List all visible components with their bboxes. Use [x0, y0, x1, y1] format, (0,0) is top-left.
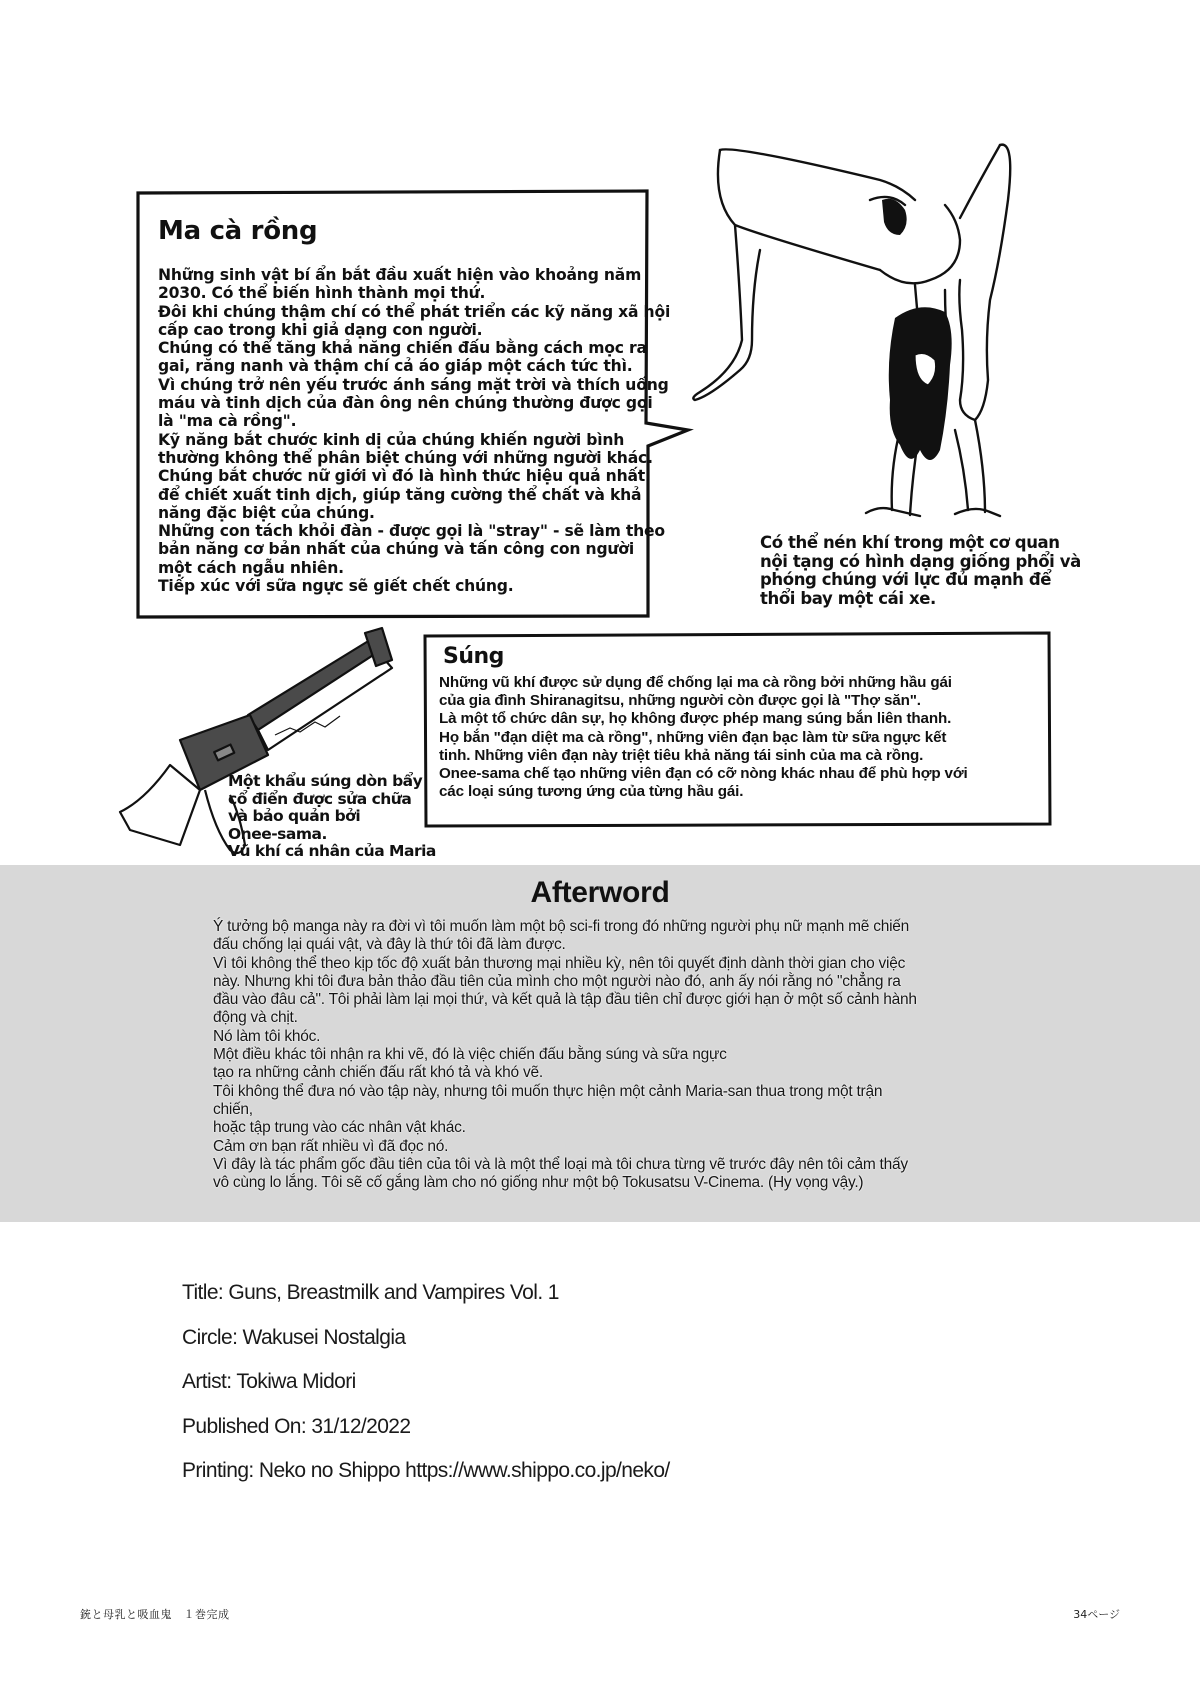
afterword-line: Vì tôi không thể theo kịp tốc độ xuất bản thương mại nhiều kỳ, nên tôi quyết định dành thời gian cho việc: [213, 954, 906, 972]
vampire-line: gai, răng nanh và thậm chí cả áo giáp một cách tức thì.: [158, 357, 633, 376]
vampire-line: 2030. Có thể biến hình thành mọi thứ.: [158, 284, 486, 303]
afterword-line: Tôi không thể đưa nó vào tập này, nhưng tôi muốn thực hiện một cảnh Maria-san thua trong một trận: [213, 1082, 883, 1100]
gun-box-title: Súng: [443, 644, 504, 669]
vampire-line: một cách ngẫu nhiên.: [158, 558, 344, 577]
afterword-line: đấu chống lại quái vật, và đây là thứ tôi đã làm được.: [213, 936, 566, 954]
caption-line: Một khẩu súng dòn bẩy: [228, 772, 423, 790]
afterword-line: đầu vào đâu cả". Tôi phải làm lại mọi thứ, và kết quả là tập đầu tiên chỉ được giới hạn ở một số cảnh hành: [213, 991, 917, 1009]
afterword-body: [213, 918, 1073, 1192]
creature-hair: [889, 307, 952, 460]
creature-caption: [760, 534, 1080, 608]
caption-line: Vũ khí cá nhân của Maria: [228, 842, 436, 861]
gun-line: các loại súng tương ứng của từng hầu gái.: [439, 783, 744, 801]
vampire-line: là "ma cà rồng".: [158, 412, 297, 431]
gun-line: Là một tổ chức dân sự, họ không được phép mang súng bắn liên thanh.: [439, 710, 952, 728]
afterword-line: này. Nhưng khi tôi đưa bản thảo đầu tiên của mình cho một người nào đó, anh ấy nói rằng nó "chẳng ra: [213, 972, 901, 990]
gun-line: Onee-sama chế tạo những viên đạn có cỡ nòng khác nhau để phù hợp với: [439, 765, 968, 783]
gun-caption: [228, 772, 436, 861]
caption-line: Có thể nén khí trong một cơ quan: [760, 533, 1060, 552]
colophon-printing: Printing: Neko no Shippo https://www.shippo.co.jp/neko/: [182, 1459, 670, 1483]
vampire-line: Vì chúng trở nên yếu trước ánh sáng mặt trời và thích uống: [158, 375, 669, 394]
footer-series-label: 銃と母乳と吸血鬼 １巻完成: [80, 1608, 230, 1621]
vampire-line: bản năng cơ bản nhất của chúng và tấn công con người: [158, 540, 634, 559]
vampire-line: Những con tách khỏi đàn - được gọi là "stray" - sẽ làm theo: [158, 522, 665, 541]
afterword-line: tạo ra những cảnh chiến đấu rất khó tả và khó vẽ.: [213, 1064, 543, 1082]
afterword-line: Một điều khác tôi nhận ra khi vẽ, đó là việc chiến đấu bằng súng và sữa ngực: [213, 1046, 727, 1064]
vampire-line: cấp cao trong khi giả dạng con người.: [158, 320, 483, 339]
caption-line: cổ điển được sửa chữa: [228, 789, 412, 808]
caption-line: phóng chúng với lực đủ mạnh để: [760, 570, 1052, 590]
afterword-line: vô cùng lo lắng. Tôi sẽ cố gắng làm cho nó giống như một bộ Tokusatsu V-Cinema. (Hy vọng vậy.): [213, 1174, 864, 1192]
vampire-line: Chúng bắt chước nữ giới vì đó là hình thức hiệu quả nhất: [158, 467, 646, 486]
caption-line: thổi bay một cái xe.: [760, 588, 936, 608]
vampire-line: Kỹ năng bắt chước kinh dị của chúng khiến người bình: [158, 430, 625, 449]
caption-line: Onee-sama.: [228, 824, 327, 843]
colophon-circle: Circle: Wakusei Nostalgia: [182, 1325, 406, 1349]
vampire-line: Chúng có thể tăng khả năng chiến đấu bằng cách mọc ra: [158, 339, 647, 358]
gun-box-body: [439, 674, 1049, 801]
colophon-title: Title: Guns, Breastmilk and Vampires Vol. 1: [182, 1281, 559, 1304]
creature-illustration: [693, 145, 1010, 516]
gun-line: tinh. Những viên đạn này triệt tiêu khả năng tái sinh của ma cà rồng.: [439, 746, 924, 764]
afterword-line: chiến,: [213, 1100, 253, 1118]
page-number: 34ページ: [1073, 1608, 1120, 1621]
afterword-line: Ý tưởng bộ manga này ra đời vì tôi muốn làm một bộ sci-fi trong đó những người phụ nữ mạnh mẽ chiến: [213, 918, 910, 935]
colophon-published: Published On: 31/12/2022: [182, 1414, 411, 1438]
vampire-box-body: [158, 266, 671, 596]
colophon-artist: Artist: Tokiwa Midori: [182, 1370, 356, 1394]
vampire-line: năng đặc biệt của chúng.: [158, 503, 375, 522]
afterword-line: hoặc tập trung vào các nhân vật khác.: [213, 1119, 466, 1137]
vampire-line: Tiếp xúc với sữa ngực sẽ giết chết chúng.: [158, 577, 514, 596]
gun-line: của gia đình Shiranagitsu, những người còn được gọi là "Thợ săn".: [439, 692, 921, 710]
afterword-title: Afterword: [530, 876, 670, 909]
caption-line: và bảo quản bởi: [228, 807, 361, 826]
afterword-line: Cảm ơn bạn rất nhiều vì đã đọc nó.: [213, 1137, 449, 1155]
vampire-line: để chiết xuất tinh dịch, giúp tăng cường thể chất và khả: [158, 485, 642, 504]
caption-line: nội tạng có hình dạng giống phổi và: [760, 551, 1081, 571]
gun-line: Những vũ khí được sử dụng để chống lại ma cà rồng bởi những hầu gái: [439, 674, 952, 691]
gun-line: Họ bắn "đạn diệt ma cà rồng", những viên đạn bạc làm từ sữa ngực kết: [439, 728, 947, 746]
colophon: [182, 1271, 670, 1494]
vampire-line: Những sinh vật bí ẩn bắt đầu xuất hiện vào khoảng năm: [158, 266, 642, 284]
afterword-line: động và chịt.: [213, 1009, 298, 1027]
vampire-line: Đôi khi chúng thậm chí có thể phát triển các kỹ năng xã hội: [158, 302, 671, 321]
vampire-line: máu và tinh dịch của đàn ông nên chúng thường được gọi: [158, 394, 653, 413]
vampire-line: thường không thể phân biệt chúng với những người khác.: [158, 448, 653, 467]
afterword-line: Vì đây là tác phẩm gốc đầu tiên của tôi và là một thể loại mà tôi chưa từng vẽ trước đây nên tôi cảm thấy: [213, 1155, 908, 1173]
vampire-box-title: Ma cà rồng: [158, 216, 318, 246]
afterword-line: Nó làm tôi khóc.: [213, 1027, 321, 1045]
